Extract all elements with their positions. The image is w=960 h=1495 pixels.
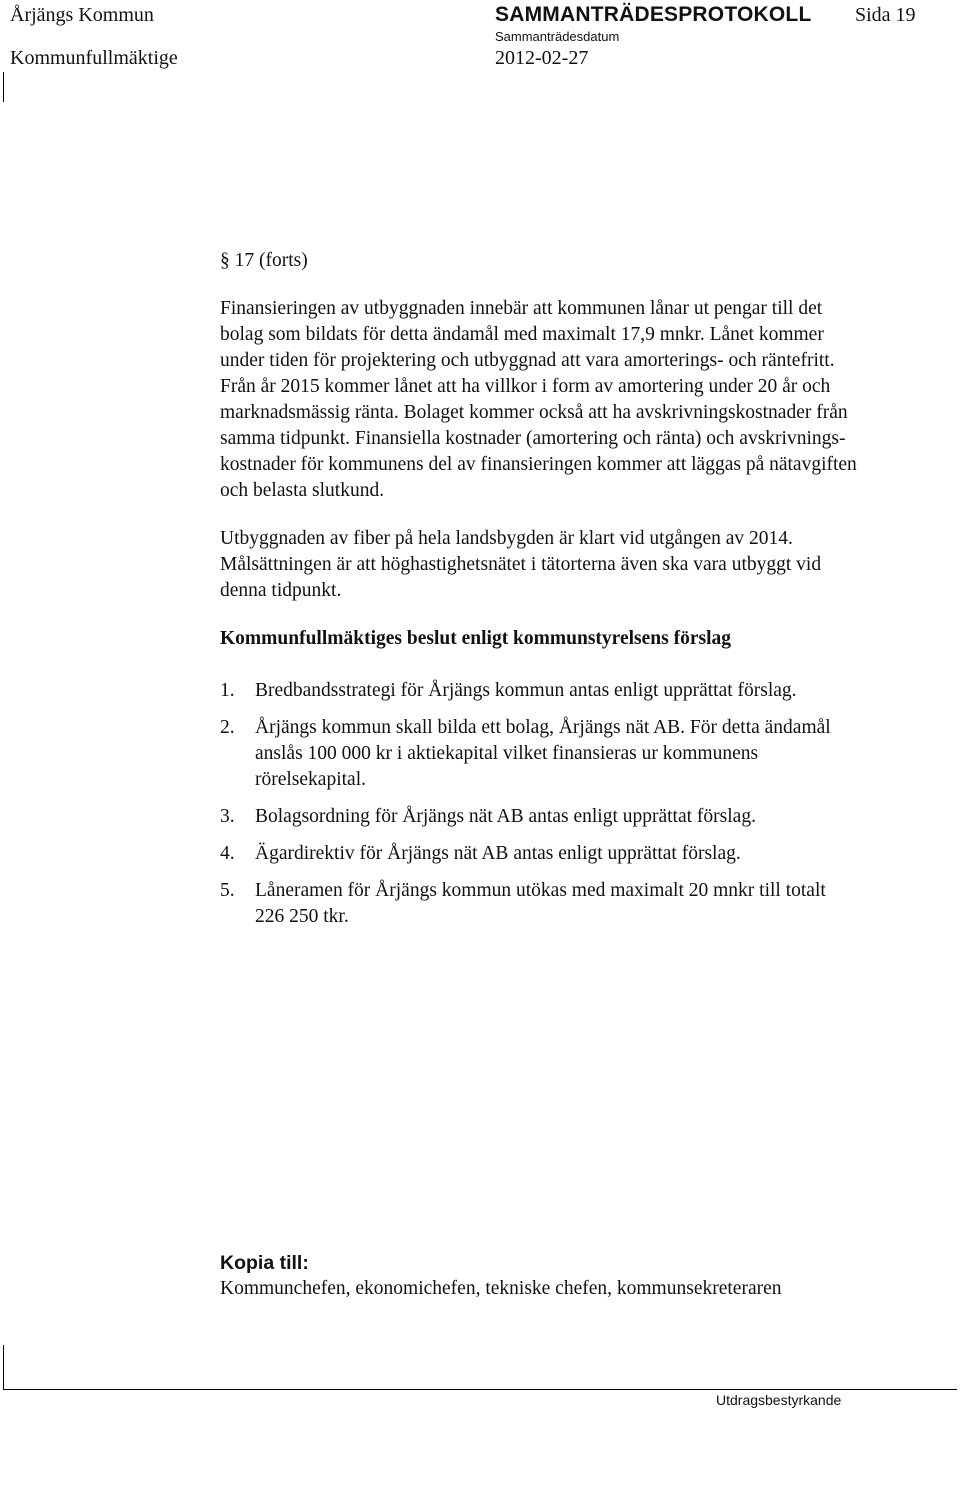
decision-text: Ägardirektiv för Årjängs nät AB antas enligt upprättat förslag. [255,843,741,864]
decision-text: Årjängs kommun skall bilda ett bolag, Årjängs nät AB. För detta ändamål [255,717,831,738]
footer-divider [3,1389,957,1390]
paragraph-line: Utbyggnaden av fiber på hela landsbygden är klart vid utgången av 2014. [220,528,793,549]
decision-number: 5. [220,880,235,901]
decision-item [220,715,950,793]
decision-list [220,678,950,930]
certification-label: Utdragsbestyrkande [716,1392,842,1408]
page-number: Sida 19 [855,4,916,26]
decision-item [220,841,950,867]
decision-number: 4. [220,843,235,864]
section-heading-text: 17 (forts) [234,250,308,271]
decision-item [220,804,950,830]
paragraph-line: samma tidpunkt. Finansiella kostnader (amortering och ränta) och avskrivnings- [220,428,846,449]
decision-text: Bredbandsstrategi för Årjängs kommun antas enligt upprättat förslag. [255,680,797,701]
meeting-date: 2012-02-27 [495,47,589,69]
document-type-title: SAMMANTRÄDESPROTOKOLL [495,3,812,26]
paragraph-line: och belasta slutkund. [220,480,385,501]
paragraph-line: Finansieringen av utbyggnaden innebär att kommunen lånar ut pengar till det [220,298,823,319]
paragraph-financing [220,296,950,504]
decision-text: rörelsekapital. [255,769,366,790]
decision-text: anslås 100 000 kr i aktiekapital vilket finansieras ur kommunens [255,743,759,764]
copy-recipients: Kommunchefen, ekonomichefen, tekniske chefen, kommunsekreteraren [220,1278,782,1299]
decision-item [220,878,950,930]
decision-number: 2. [220,717,235,738]
decision-text: Låneramen för Årjängs kommun utökas med maximalt 20 mnkr till totalt [255,880,826,901]
decision-number: 1. [220,680,235,701]
left-margin-line-top [3,72,4,102]
paragraph-line: under tiden för projektering och utbyggnad att vara amorterings- och räntefritt. [220,350,835,371]
paragraph-rollout [220,526,950,604]
decision-item [220,678,950,704]
paragraph-line: Från år 2015 kommer lånet att ha villkor i form av amortering under 20 år och [220,376,831,397]
section-heading: § 17 (forts) [220,250,308,271]
copy-to-heading: Kopia till: [220,1252,309,1274]
paragraph-line: denna tidpunkt. [220,580,342,601]
meeting-body: Kommunfullmäktige [10,47,178,69]
decision-number: 3. [220,806,235,827]
organization-name: Årjängs Kommun [10,4,154,26]
decision-heading: Kommunfullmäktiges beslut enligt kommunstyrelsens förslag [220,628,731,649]
left-margin-line-bottom [3,1345,4,1390]
paragraph-line: Målsättningen är att höghastighetsnätet i tätorterna även ska vara utbyggt vid [220,554,822,575]
decision-text: 226 250 tkr. [255,906,349,927]
paragraph-line: marknadsmässig ränta. Bolaget kommer också att ha avskrivningskostnader från [220,402,848,423]
paragraph-line: kostnader för kommunens del av finansieringen kommer att läggas på nätavgiften [220,454,857,475]
protocol-body [220,248,950,941]
paragraph-line: bolag som bildats för detta ändamål med maximalt 17,9 mnkr. Lånet kommer [220,324,824,345]
copy-to-block [220,1250,782,1302]
decision-text: Bolagsordning för Årjängs nät AB antas enligt upprättat förslag. [255,806,756,827]
meeting-date-label: Sammanträdesdatum [495,29,620,44]
